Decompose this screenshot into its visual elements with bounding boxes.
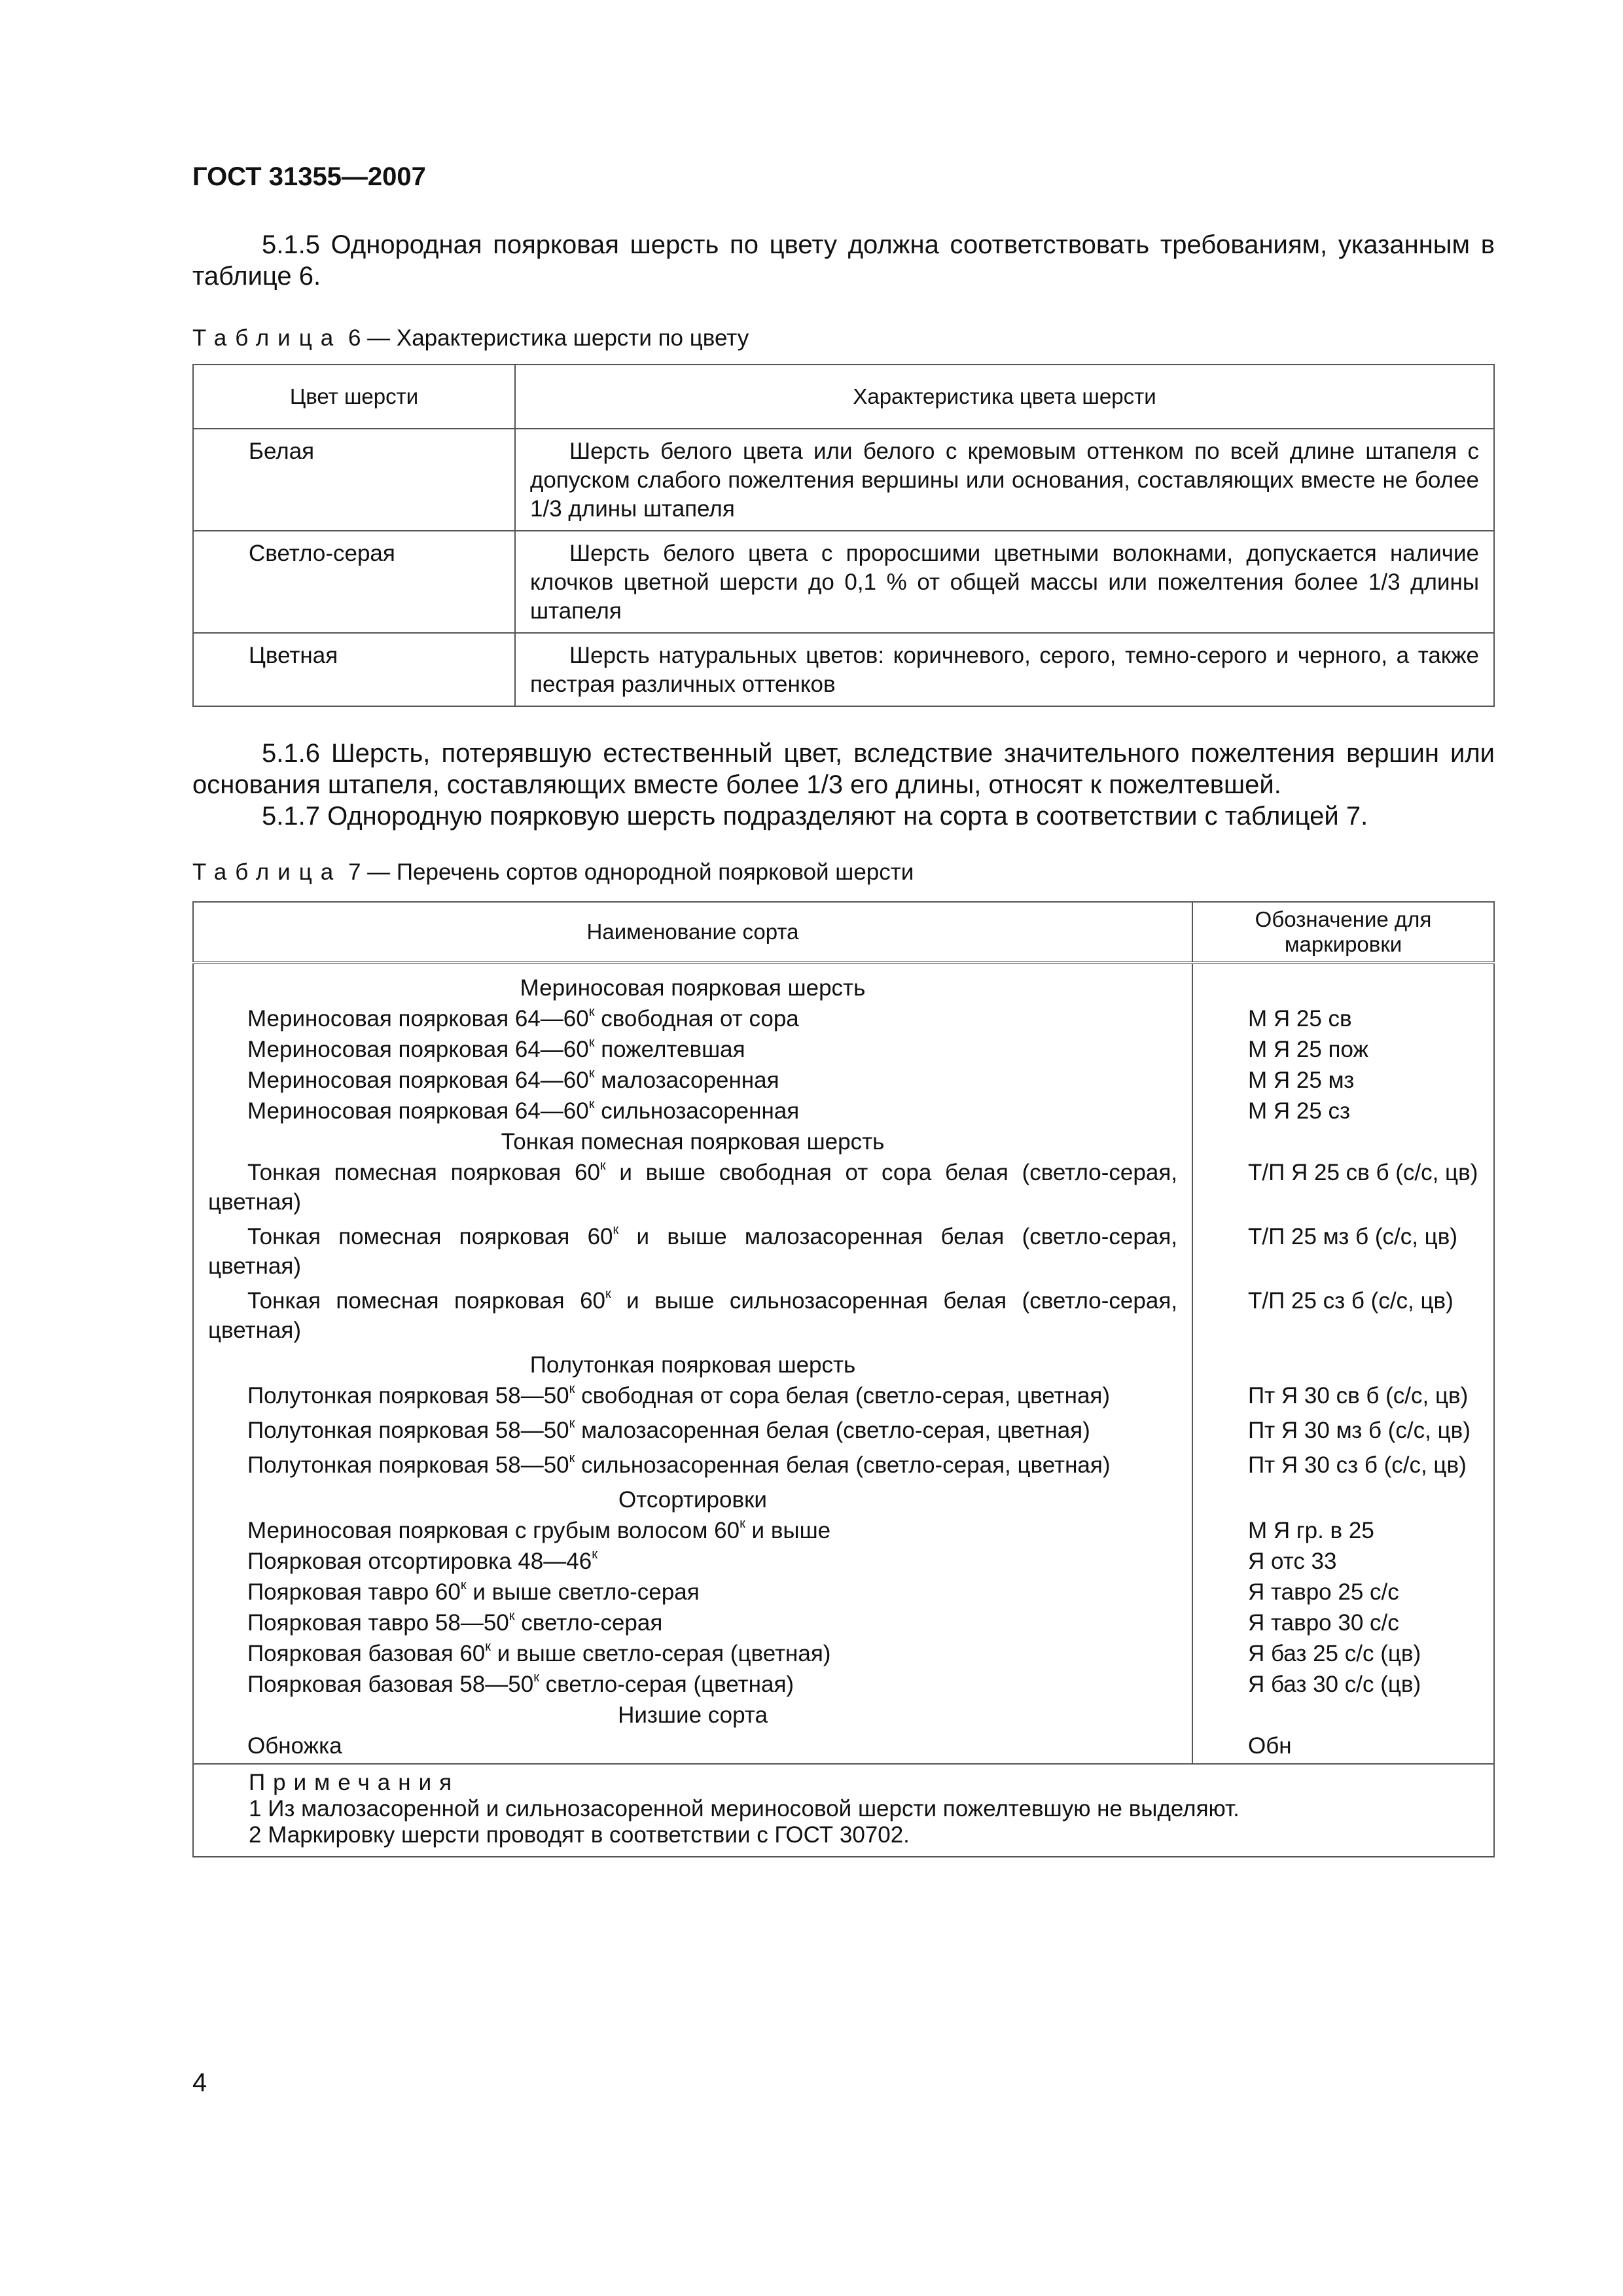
description-text: Шерсть натуральных цветов: коричневого, серого, темно-серого и черного, а также пестрая различных оттенков	[530, 643, 1479, 697]
grade-name-rest: и выше	[745, 1518, 831, 1543]
grade-name: Полутонкая поярковая 58—50	[247, 1418, 569, 1443]
table-header-row	[193, 902, 1494, 963]
grade-superscript: к	[460, 1578, 467, 1592]
marking-cell: М Я 25 пож	[1192, 1033, 1494, 1064]
marking-cell: Т/П 25 сз б (с/с, цв)	[1192, 1285, 1494, 1349]
grade-superscript: к	[569, 1382, 575, 1396]
table-row	[193, 1515, 1494, 1545]
spacer-row	[193, 963, 1494, 972]
table-row	[193, 1414, 1494, 1449]
table-row	[193, 1380, 1494, 1414]
caption-text: 6 — Характеристика шерсти по цвету	[342, 325, 749, 351]
marking-cell: Т/П 25 мз б (с/с, цв)	[1192, 1221, 1494, 1285]
grade-name-cell	[193, 1607, 1192, 1638]
group-header-row	[193, 1126, 1494, 1157]
notes-title: Примечания	[249, 1770, 460, 1795]
grade-superscript: к	[588, 1066, 595, 1081]
grade-name: Поярковая тавро 60	[247, 1579, 461, 1605]
grade-name-cell	[193, 1668, 1192, 1699]
caption-word: Таблица	[192, 859, 342, 885]
table-row	[193, 1064, 1494, 1095]
grade-name: Полутонкая поярковая 58—50	[247, 1383, 569, 1408]
grade-name: Мериносовая поярковая с грубым волосом 60	[247, 1518, 740, 1543]
table-row	[193, 633, 1494, 706]
grade-name: Мериносовая поярковая 64—60	[247, 1037, 589, 1062]
grade-name: Мериносовая поярковая 64—60	[247, 1098, 589, 1124]
grade-name-rest: и выше сильнозасоренная белая (светло-серая, цветная)	[208, 1288, 1177, 1343]
grade-name-cell	[193, 1380, 1192, 1414]
color-description-cell	[515, 531, 1494, 633]
page-number: 4	[192, 2068, 207, 2097]
table-row	[193, 1003, 1494, 1033]
marking-cell: Т/П Я 25 св б (с/с, цв)	[1192, 1157, 1494, 1221]
paragraph-5-1-6	[192, 738, 1495, 800]
grade-name: Обножка	[247, 1733, 342, 1759]
caption-text: 7 — Перечень сортов однородной поярковой шерсти	[342, 859, 914, 885]
table-row	[193, 1157, 1494, 1221]
grade-name-cell	[193, 1638, 1192, 1668]
grade-name: Поярковая базовая 58—50	[247, 1672, 534, 1697]
paragraph-5-1-7	[192, 800, 1495, 832]
column-header: Наименование сорта	[193, 902, 1192, 963]
paragraph-text: 5.1.7 Однородную поярковую шерсть подразделяют на сорта в соответствии с таблицей 7.	[262, 802, 1368, 831]
color-name-cell: Светло-серая	[193, 531, 515, 633]
marking-cell: Я баз 25 с/с (цв)	[1192, 1638, 1494, 1668]
grade-superscript: к	[533, 1670, 539, 1685]
marking-cell: Пт Я 30 сз б (с/с, цв)	[1192, 1449, 1494, 1484]
paragraph-5-1-5	[192, 229, 1495, 292]
grade-name: Поярковая тавро 58—50	[247, 1610, 509, 1636]
table-7-caption	[192, 859, 914, 886]
grade-superscript: к	[592, 1547, 597, 1562]
grade-name-cell	[193, 1064, 1192, 1095]
grade-name: Поярковая базовая 60	[247, 1641, 486, 1666]
table-notes	[193, 1764, 1494, 1857]
grade-name-rest: и выше светло-серая	[466, 1579, 700, 1605]
grade-name: Тонкая помесная поярковая 60	[247, 1288, 605, 1314]
marking-cell: М Я 25 сз	[1192, 1095, 1494, 1126]
grade-superscript: к	[588, 1005, 595, 1019]
grade-name-cell	[193, 1414, 1192, 1449]
group-title: Мериносовая поярковая шерсть	[193, 972, 1192, 1003]
grade-superscript: к	[599, 1158, 606, 1173]
note-item: 1 Из малозасоренной и сильнозасоренной мериносовой шерсти пожелтевшую не выделяют.	[249, 1796, 1240, 1821]
table-row	[193, 429, 1494, 531]
grade-name: Мериносовая поярковая 64—60	[247, 1067, 589, 1093]
table-row	[193, 1285, 1494, 1349]
color-name-cell: Белая	[193, 429, 515, 531]
marking-cell: М Я 25 св	[1192, 1003, 1494, 1033]
group-title: Тонкая помесная поярковая шерсть	[193, 1126, 1192, 1157]
table-header-row	[193, 365, 1494, 429]
group-header-row	[193, 1699, 1494, 1730]
grade-superscript: к	[569, 1451, 575, 1465]
note-item: 2 Маркировку шерсти проводят в соответствии с ГОСТ 30702.	[249, 1822, 910, 1848]
description-text: Шерсть белого цвета с проросшими цветными волокнами, допускается наличие клочков цветной шерсти до 0,1 % от общей массы или пожелтения более 1/3 длины штапеля	[530, 541, 1479, 624]
grade-name-rest: свободная от сора белая (светло-серая, цветная)	[575, 1383, 1111, 1408]
marking-cell: Я тавро 30 с/с	[1192, 1607, 1494, 1638]
marking-cell: М Я гр. в 25	[1192, 1515, 1494, 1545]
marking-cell: Пт Я 30 мз б (с/с, цв)	[1192, 1414, 1494, 1449]
grade-superscript: к	[740, 1516, 745, 1531]
grade-name-rest: сильнозасоренная	[594, 1098, 800, 1124]
grade-superscript: к	[613, 1223, 619, 1237]
marking-cell: Я отс 33	[1192, 1545, 1494, 1576]
grade-name-rest: сильнозасоренная белая (светло-серая, цветная)	[575, 1452, 1111, 1478]
grade-name: Тонкая помесная поярковая 60	[247, 1224, 613, 1249]
table-6	[192, 364, 1495, 707]
grade-name-cell	[193, 1285, 1192, 1349]
group-header-row	[193, 1349, 1494, 1380]
grade-name: Тонкая помесная поярковая 60	[247, 1160, 600, 1185]
grade-name-rest: и выше малозасоренная белая (светло-серая, цветная)	[208, 1224, 1178, 1279]
table-row	[193, 1576, 1494, 1607]
marking-cell: Пт Я 30 св б (с/с, цв)	[1192, 1380, 1494, 1414]
marking-cell: Обн	[1192, 1730, 1494, 1764]
column-header: Цвет шерсти	[193, 365, 515, 429]
color-name-cell: Цветная	[193, 633, 515, 706]
description-text: Шерсть белого цвета или белого с кремовым оттенком по всей длине штапеля с допуском слабого пожелтения вершины или основания, составляющих вместе не более 1/3 длины штапеля	[530, 439, 1479, 522]
grade-name-cell	[193, 1576, 1192, 1607]
grade-name-rest: и выше свободная от сора белая (светло-серая, цветная)	[208, 1160, 1177, 1215]
grade-superscript: к	[569, 1416, 575, 1431]
table-row	[193, 1221, 1494, 1285]
grade-name-cell	[193, 1545, 1192, 1576]
grade-name-cell	[193, 1033, 1192, 1064]
column-header: Обозначение для маркировки	[1192, 902, 1494, 963]
grade-name-cell	[193, 1157, 1192, 1221]
table-row	[193, 1545, 1494, 1576]
table-row	[193, 531, 1494, 633]
grade-name-rest: пожелтевшая	[594, 1037, 745, 1062]
grade-name-cell	[193, 1221, 1192, 1285]
grade-name-cell	[193, 1730, 1192, 1764]
group-title: Отсортировки	[193, 1484, 1192, 1515]
table-7	[192, 901, 1495, 1857]
table-6-caption	[192, 325, 749, 351]
color-description-cell	[515, 429, 1494, 531]
grade-name-rest: малозасоренная белая (светло-серая, цветная)	[575, 1418, 1090, 1443]
grade-name-rest: светло-серая	[514, 1610, 663, 1636]
table-row	[193, 1730, 1494, 1764]
table-row	[193, 1668, 1494, 1699]
color-description-cell	[515, 633, 1494, 706]
grade-name-rest: светло-серая (цветная)	[539, 1672, 794, 1697]
grade-superscript: к	[588, 1097, 595, 1111]
table-row	[193, 1449, 1494, 1484]
table-row	[193, 1607, 1494, 1638]
grade-name: Поярковая отсортировка 48—46	[247, 1549, 592, 1574]
column-header: Характеристика цвета шерсти	[515, 365, 1494, 429]
grade-name-cell	[193, 1003, 1192, 1033]
grade-name-rest: малозасоренная	[594, 1067, 779, 1093]
grade-name-cell	[193, 1515, 1192, 1545]
table-row	[193, 1095, 1494, 1126]
grade-name: Мериносовая поярковая 64—60	[247, 1006, 589, 1031]
grade-superscript: к	[588, 1035, 595, 1050]
document-code: ГОСТ 31355—2007	[192, 162, 426, 191]
group-header-row	[193, 1484, 1494, 1515]
notes-row	[193, 1764, 1494, 1857]
table-row	[193, 1638, 1494, 1668]
paragraph-text: 5.1.6 Шерсть, потерявшую естественный цвет, вследствие значительного пожелтения вершин или основания штапеля, составляющих вместе более 1/3 его длины, относят к пожелтевшей.	[192, 739, 1495, 799]
group-title: Полутонкая поярковая шерсть	[193, 1349, 1192, 1380]
caption-word: Таблица	[192, 325, 342, 351]
grade-superscript: к	[508, 1609, 515, 1623]
group-header-row	[193, 972, 1494, 1003]
grade-name-cell	[193, 1095, 1192, 1126]
table-row	[193, 1033, 1494, 1064]
grade-name: Полутонкая поярковая 58—50	[247, 1452, 569, 1478]
group-title: Низшие сорта	[193, 1699, 1192, 1730]
grade-name-cell	[193, 1449, 1192, 1484]
marking-cell: М Я 25 мз	[1192, 1064, 1494, 1095]
paragraph-text: 5.1.5 Однородная поярковая шерсть по цвету должна соответствовать требованиям, указанным в таблице 6.	[192, 230, 1495, 291]
grade-name-rest: и выше светло-серая (цветная)	[491, 1641, 831, 1666]
grade-superscript: к	[605, 1287, 611, 1301]
marking-cell: Я тавро 25 с/с	[1192, 1576, 1494, 1607]
grade-name-rest: свободная от сора	[594, 1006, 799, 1031]
grade-superscript: к	[485, 1640, 491, 1654]
marking-cell: Я баз 30 с/с (цв)	[1192, 1668, 1494, 1699]
